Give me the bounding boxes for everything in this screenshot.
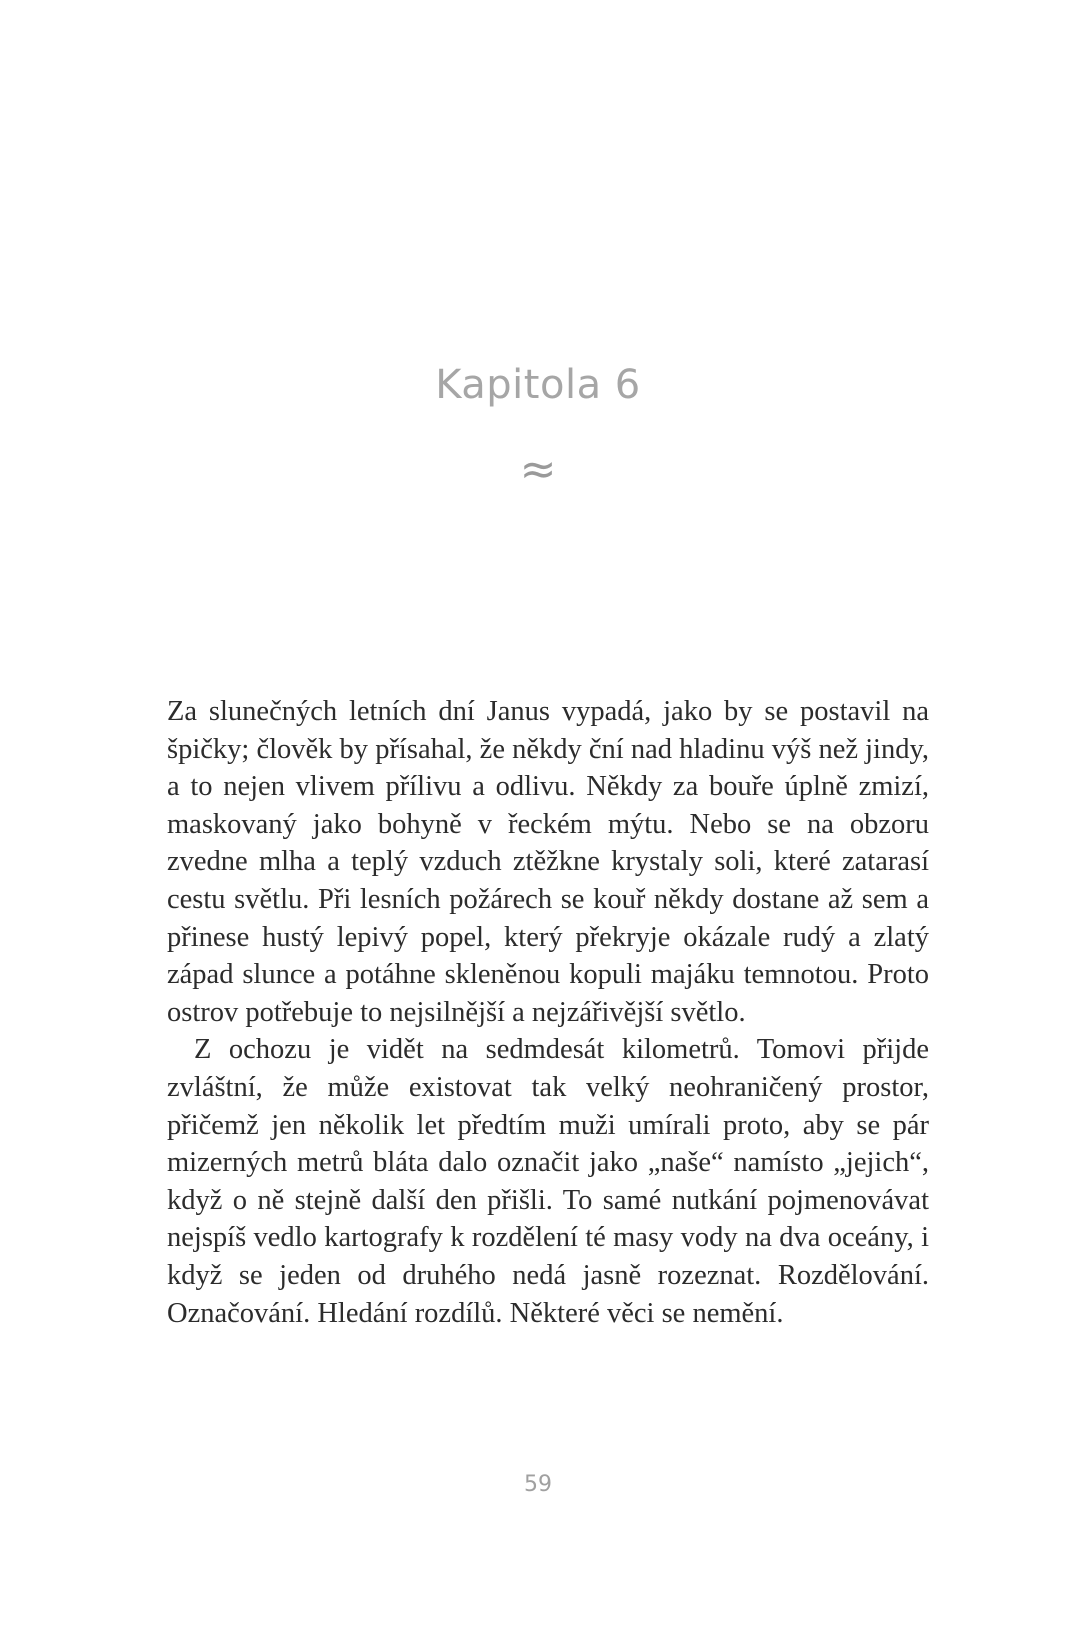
paragraph: Z ochozu je vidět na sedmdesát kilometrů. Tomovi přijde zvláštní, že může existovat tak velký neohraničený prostor, přičemž jen několik let předtím muži umírali proto, aby se pár mizerných metrů bláta dalo označit jako „naše“ namísto „jejich“, když o ně stejně další den přišli. To samé nutkání pojmenovávat nejspíš vedlo kartografy k rozdělení té masy vody na dva oceány, i když se jeden od druhého nedá jasně rozeznat. Rozdělování. Označování. Hledání rozdílů. Některé věci se nemění.: [167, 1034, 929, 1329]
page-number: 59: [524, 1472, 552, 1497]
wave-ornament-icon: ≈: [519, 444, 557, 495]
chapter-title: Kapitola 6: [435, 362, 641, 408]
paragraph: Za slunečných letních dní Janus vypadá, jako by se postavil na špičky; člověk by přísahal, že někdy ční nad hladinu výš než jindy, a to nejen vlivem přílivu a odlivu. Někdy za bouře úplně zmizí, maskovaný jako bohyně v řeckém mýtu. Nebo se na obzoru zvedne mlha a teplý vzduch ztěžkne krystaly soli, které zatarasí cestu světlu. Při lesních požárech se kouř někdy dostane až sem a přinese hustý lepivý popel, který překryje okázale rudý a zlatý západ slunce a potáhne skleněnou kopuli majáku temnotou. Proto ostrov potřebuje to nejsilnější a nejzářivější světlo.: [167, 696, 929, 1028]
body-text: [167, 693, 929, 1332]
